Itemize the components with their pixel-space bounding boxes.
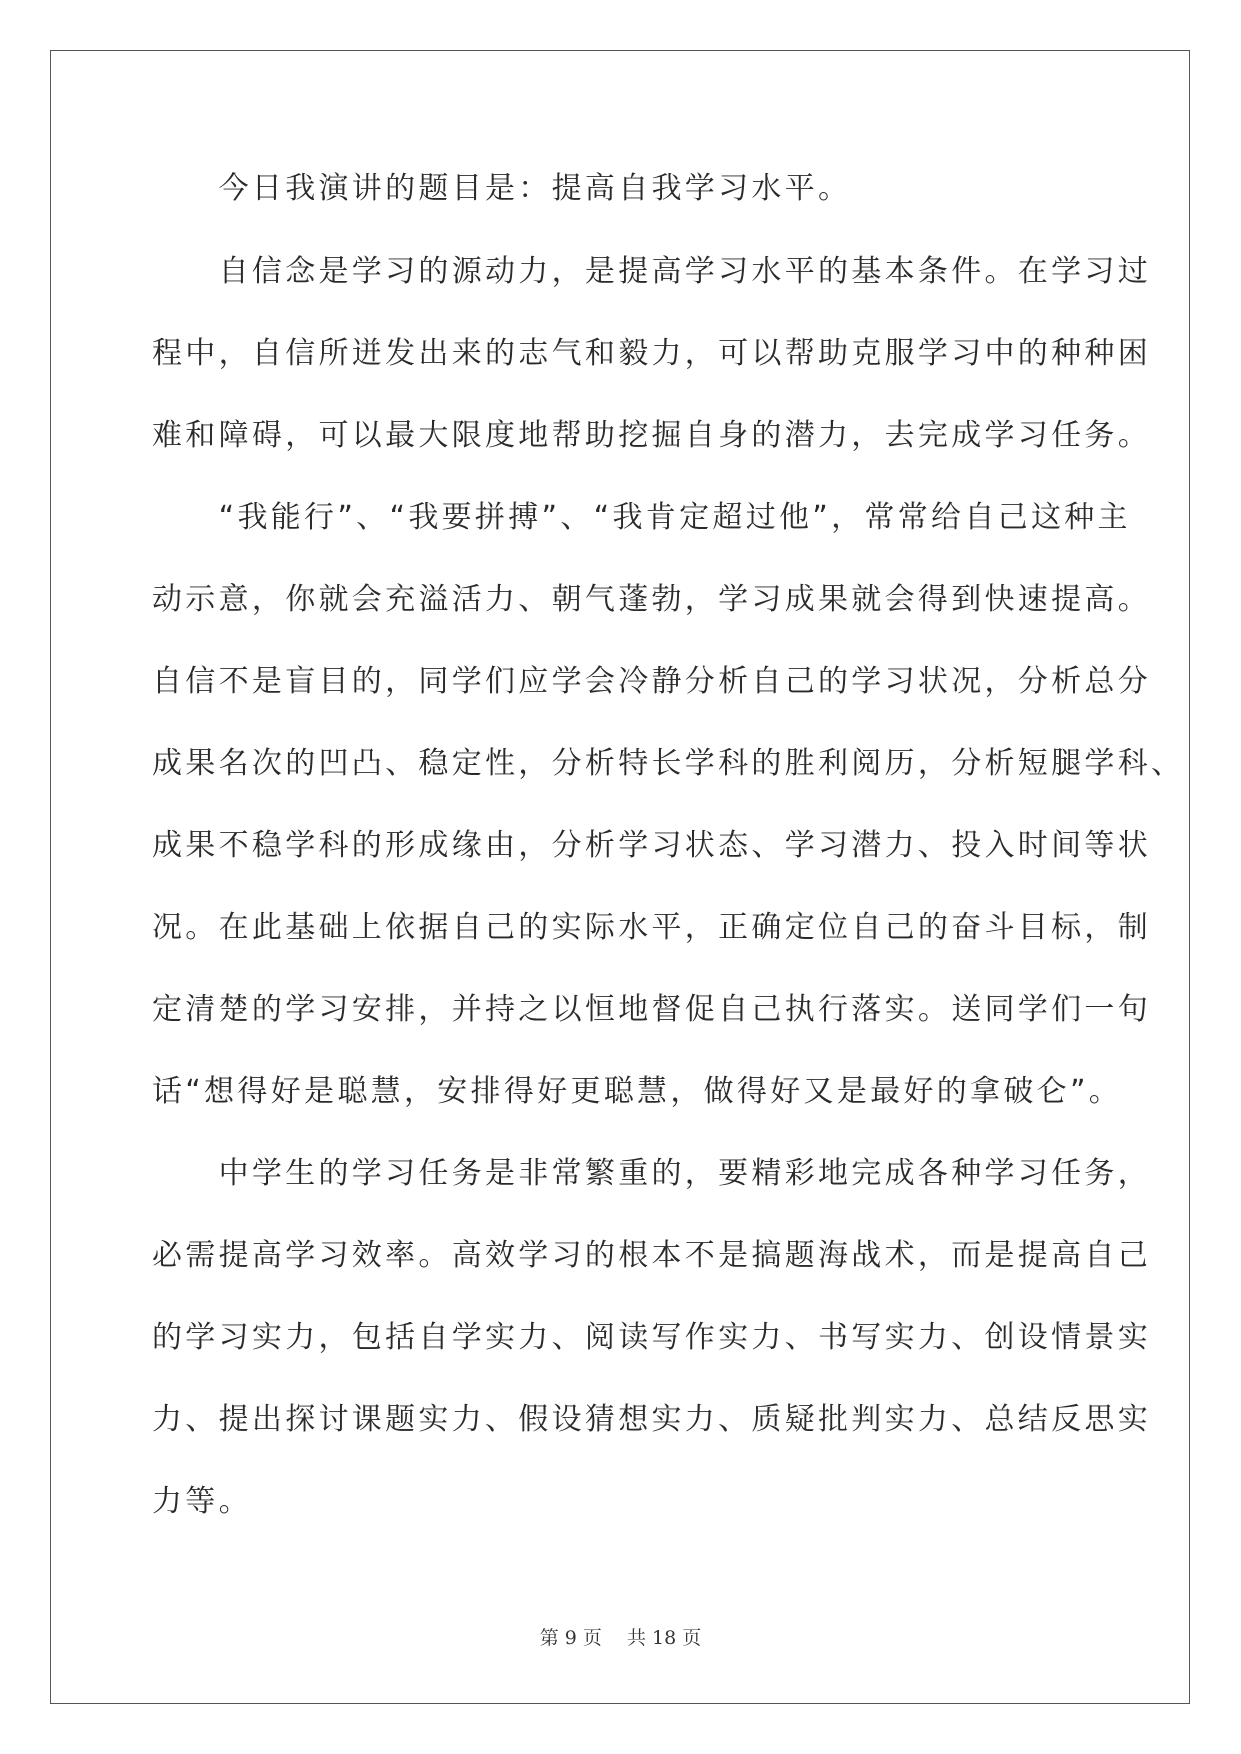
text-line: 动示意，你就会充溢活力、朝气蓬勃，学习成果就会得到快速提高。 [152,582,1151,617]
text-line: 定清楚的学习安排，并持之以恒地督促自己执行落实。送同学们一句 [152,992,1151,1027]
text-line: 的学习实力，包括自学实力、阅读写作实力、书写实力、创设情景实 [152,1320,1151,1355]
text-line: 今日我演讲的题目是：提高自我学习水平。 [152,171,852,206]
text-line: 成果不稳学科的形成缘由，分析学习状态、学习潜力、投入时间等状 [152,828,1151,863]
text-line: “我能行”、“我要拼搏”、“我肯定超过他”，常常给自己这种主 [152,500,1131,535]
text-line: 自信念是学习的源动力，是提高学习水平的基本条件。在学习过 [152,254,1151,289]
page-number-footer: 第 9 页 共 18 页 [539,1627,702,1649]
text-line: 中学生的学习任务是非常繁重的，要精彩地完成各种学习任务， [152,1156,1151,1191]
page-border [50,50,1190,1704]
text-line: 程中，自信所迸发出来的志气和毅力，可以帮助克服学习中的种种困 [152,336,1151,371]
text-line: 难和障碍，可以最大限度地帮助挖掘自身的潜力，去完成学习任务。 [152,418,1151,453]
text-line: 自信不是盲目的，同学们应学会冷静分析自己的学习状况，分析总分 [152,664,1151,699]
text-line: 必需提高学习效率。高效学习的根本不是搞题海战术，而是提高自己 [152,1238,1151,1273]
text-line: 成果名次的凹凸、稳定性，分析特长学科的胜利阅历，分析短腿学科、 [152,746,1185,781]
text-line: 力、提出探讨课题实力、假设猜想实力、质疑批判实力、总结反思实 [152,1402,1151,1437]
text-line: 况。在此基础上依据自己的实际水平，正确定位自己的奋斗目标，制 [152,910,1151,945]
text-line: 力等。 [152,1484,252,1519]
text-line: 话“想得好是聪慧，安排得好更聪慧，做得好又是最好的拿破仑”。 [152,1074,1123,1109]
